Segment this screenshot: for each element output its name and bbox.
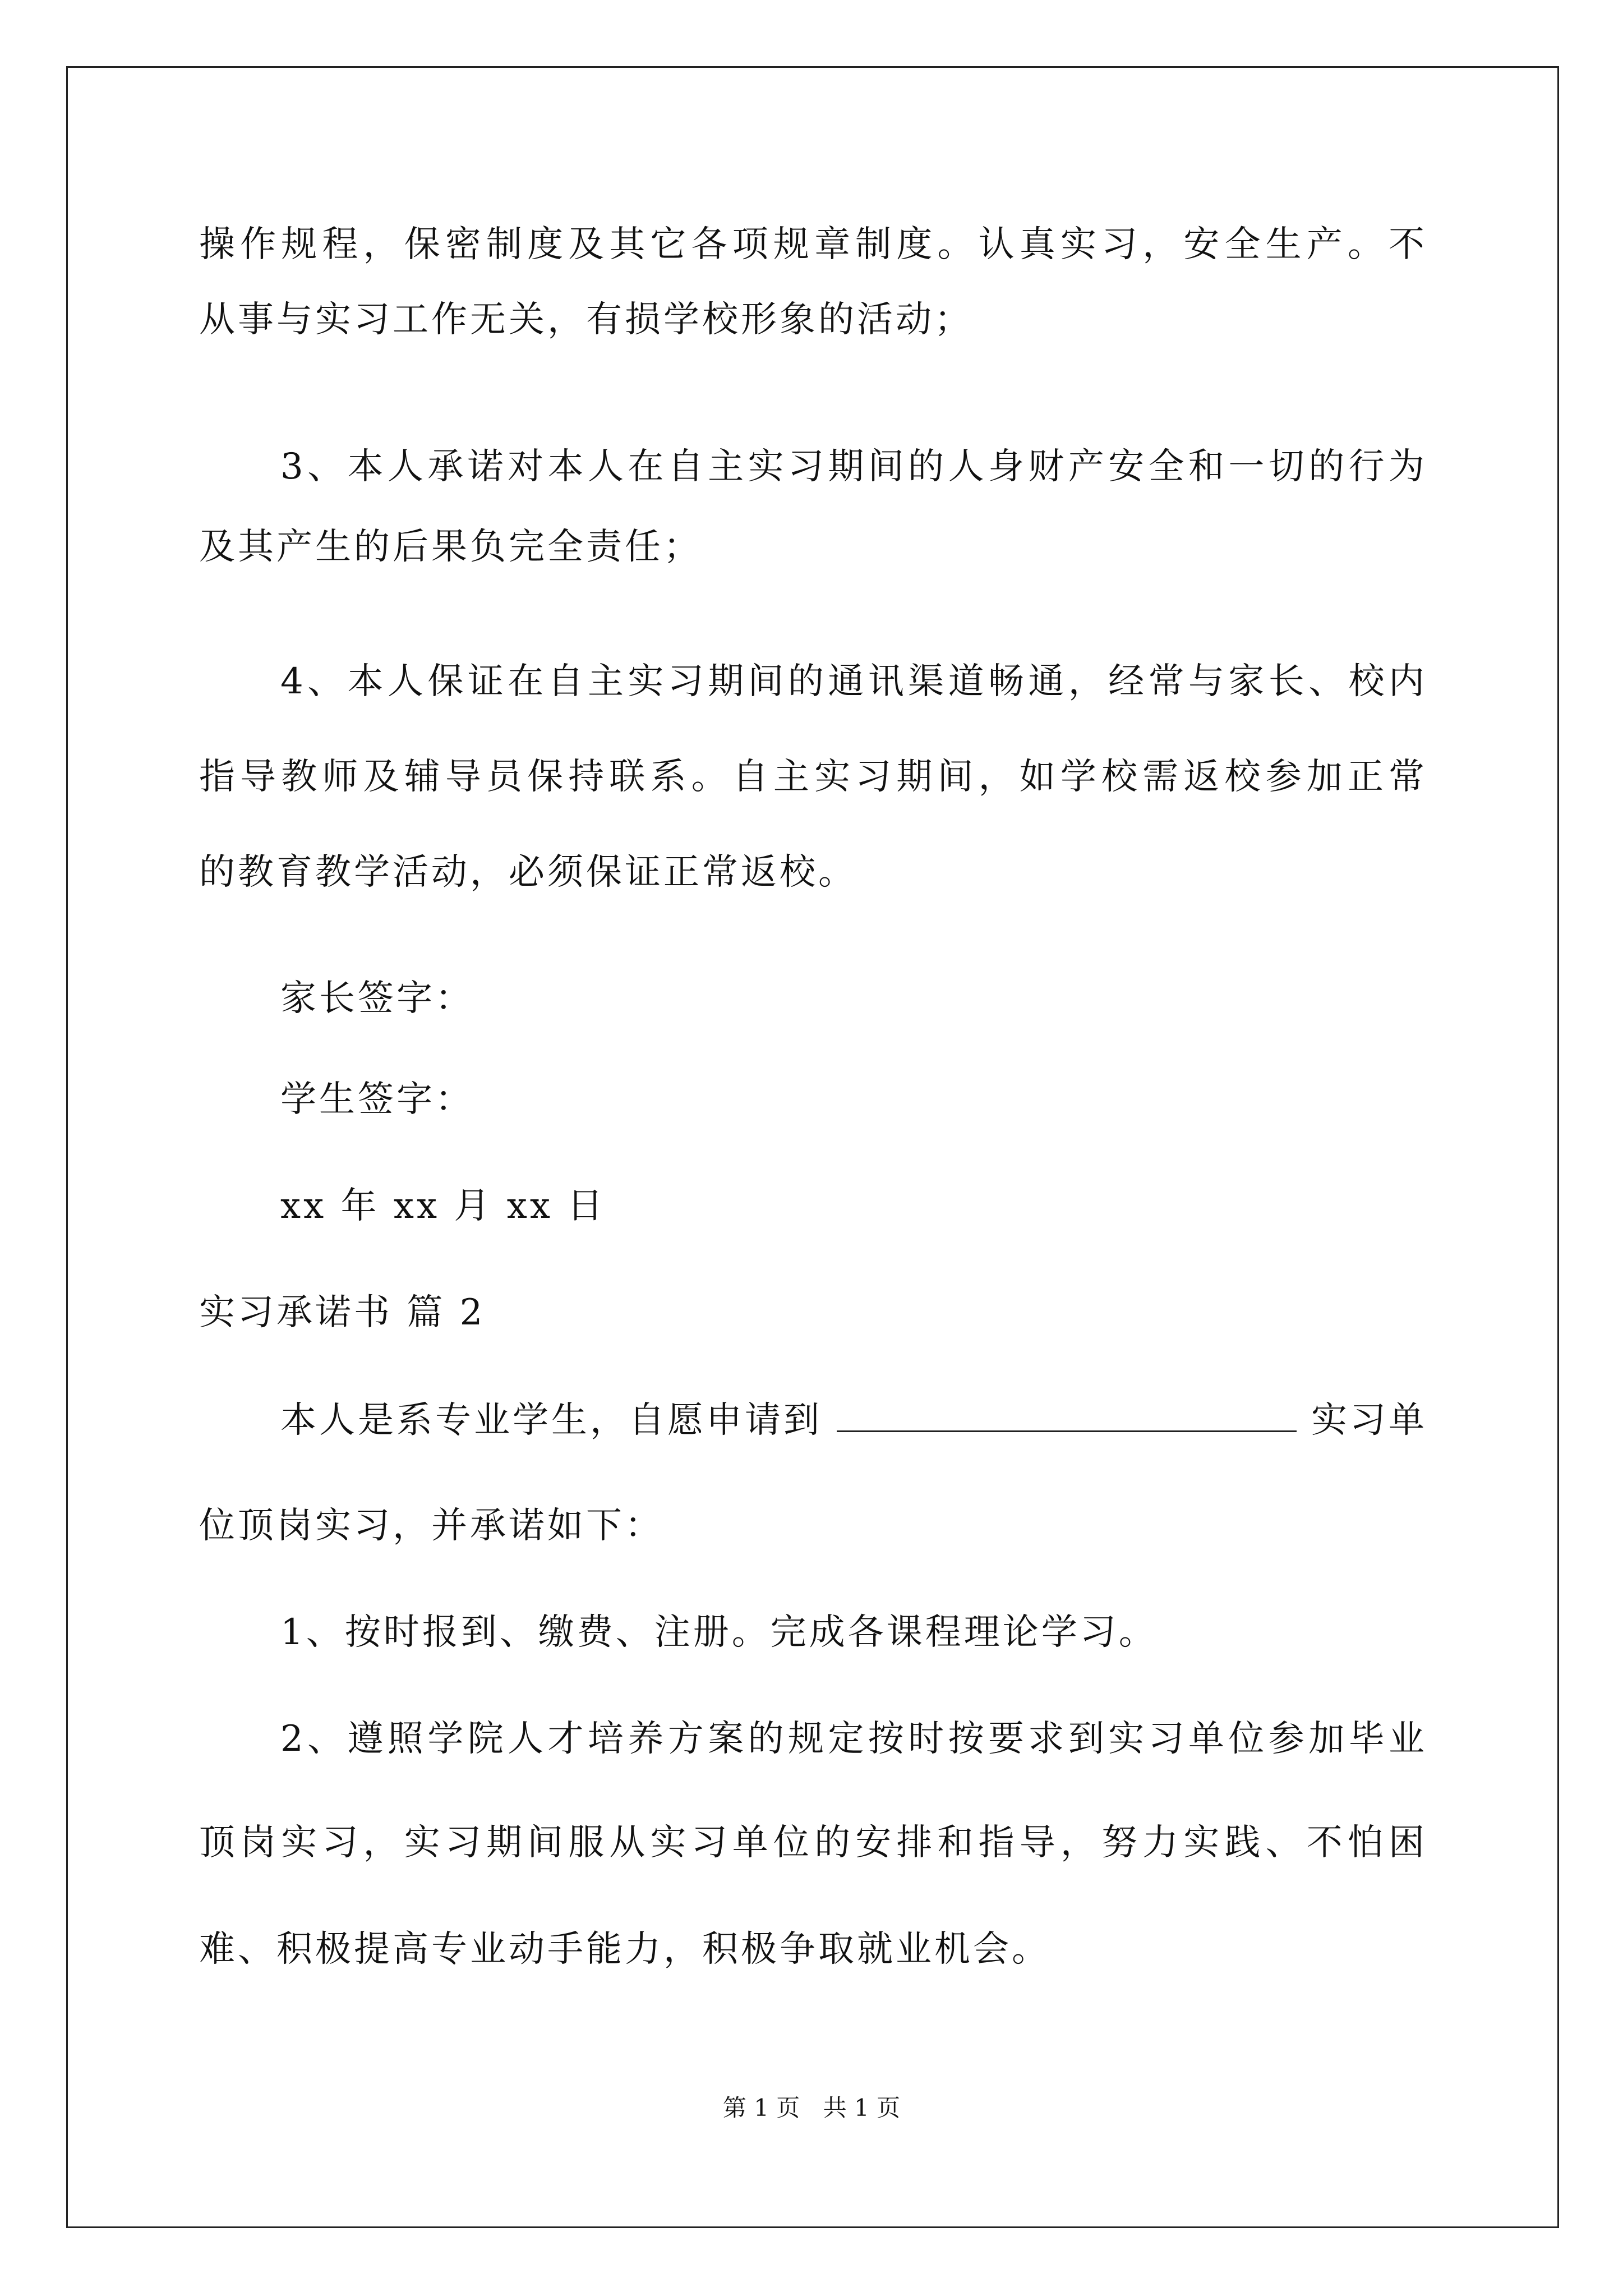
- fill-in-line: [280, 1397, 1427, 1443]
- section-heading: 实习承诺书 篇 2: [199, 1292, 486, 1333]
- fill-line-after: 实习单: [1311, 1400, 1427, 1441]
- fill-line-before: 本人是系专业学生，自愿申请到: [280, 1400, 822, 1441]
- body-line: 及其产生的后果负完全责任；: [199, 526, 702, 568]
- page-number: 第 1 页: [722, 2094, 800, 2122]
- body-line: 4、本人保证在自主实习期间的通讯渠道畅通，经常与家长、校内: [280, 661, 1427, 702]
- page-footer: [0, 2093, 1623, 2123]
- body-line: 操作规程，保密制度及其它各项规章制度。认真实习，安全生产。不: [199, 224, 1427, 265]
- blank-field: [837, 1397, 1297, 1432]
- body-line: 3、本人承诺对本人在自主实习期间的人身财产安全和一切的行为: [280, 446, 1427, 487]
- body-line: 指导教师及辅导员保持联系。自主实习期间，如学校需返校参加正常: [199, 756, 1427, 798]
- body-line: 顶岗实习，实习期间服从实习单位的安排和指导，努力实践、不怕困: [199, 1822, 1427, 1864]
- parent-signature-label: 家长签字：: [280, 978, 474, 1019]
- body-line: 的教育教学活动，必须保证正常返校。: [199, 852, 857, 893]
- date-line: xx 年 xx 月 xx 日: [280, 1185, 606, 1227]
- body-line: 从事与实习工作无关，有损学校形象的活动；: [199, 299, 973, 341]
- page-border: [66, 66, 1559, 2228]
- page-total: 共 1 页: [823, 2094, 901, 2122]
- body-line: 1、按时报到、缴费、注册。完成各课程理论学习。: [280, 1612, 1158, 1653]
- body-line: 位顶岗实习，并承诺如下：: [199, 1505, 663, 1547]
- body-line: 2、遵照学院人才培养方案的规定按时按要求到实习单位参加毕业: [280, 1718, 1427, 1760]
- student-signature-label: 学生签字：: [280, 1079, 474, 1120]
- body-line: 难、积极提高专业动手能力，积极争取就业机会。: [199, 1929, 1050, 1970]
